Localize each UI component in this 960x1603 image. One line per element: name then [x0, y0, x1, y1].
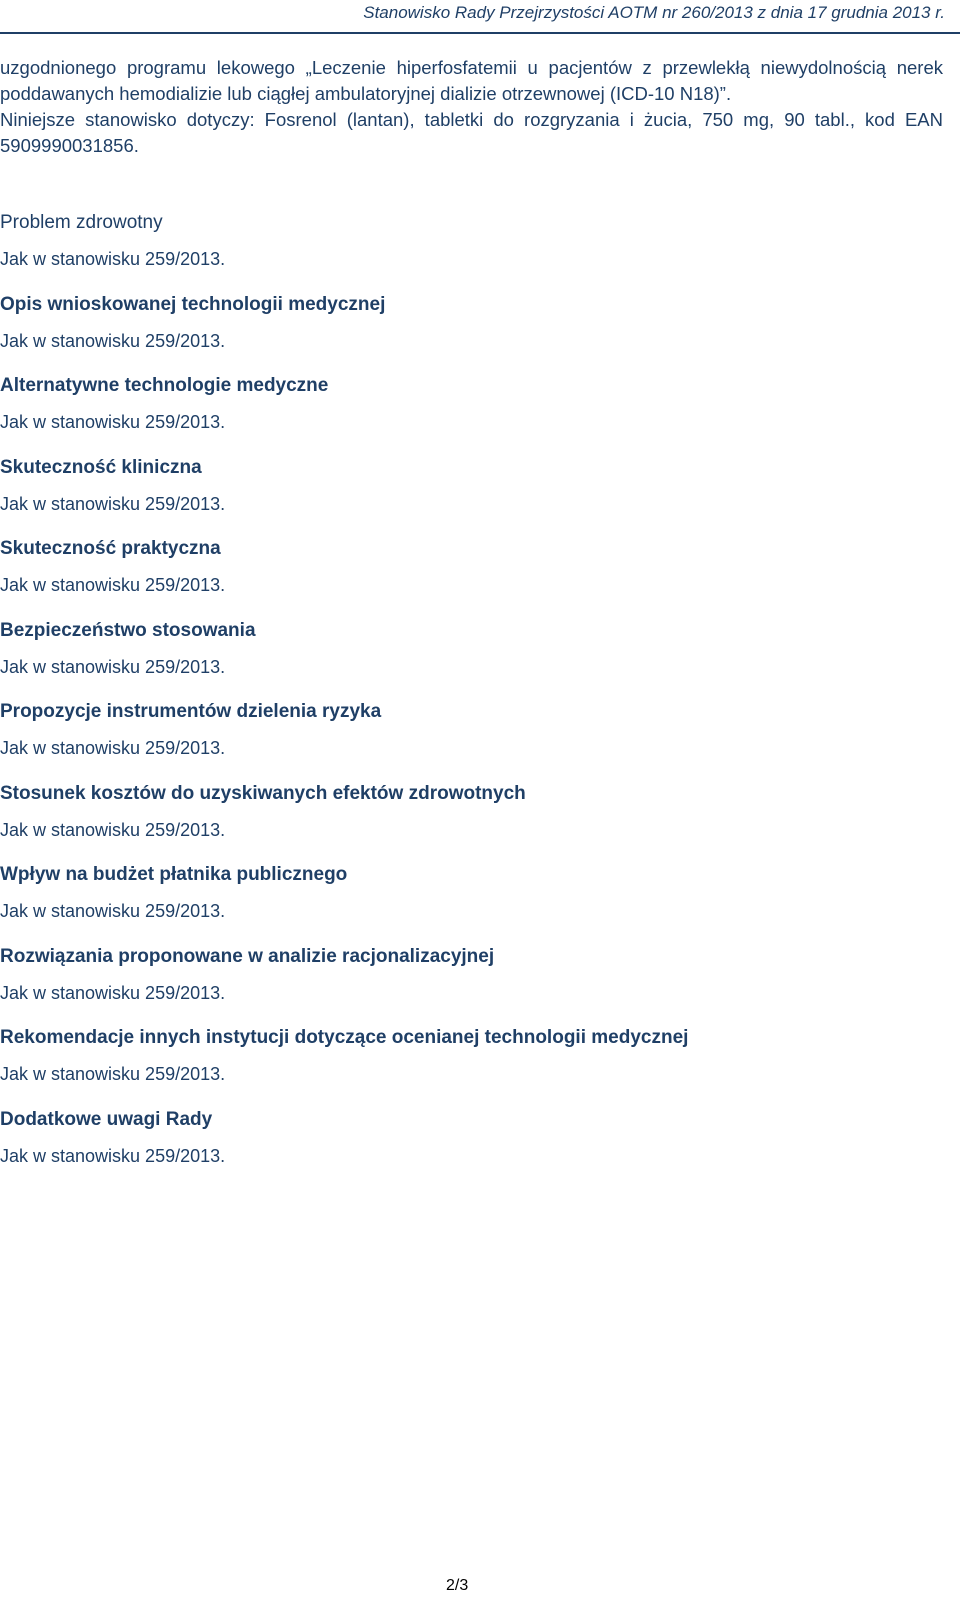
section-title: Wpływ na budżet płatnika publicznego — [0, 864, 348, 885]
section-title: Problem zdrowotny — [0, 212, 163, 233]
page-number: 2/3 — [446, 1577, 469, 1594]
section-koszty-efekty — [0, 779, 943, 861]
section-bezpieczenstwo — [0, 616, 943, 698]
section-body: Jak w stanowisku 259/2013. — [0, 493, 226, 514]
section-body: Jak w stanowisku 259/2013. — [0, 901, 226, 921]
section-problem-zdrowotny — [0, 208, 943, 290]
section-body: Jak w stanowisku 259/2013. — [0, 1145, 226, 1166]
section-body: Jak w stanowisku 259/2013. — [0, 982, 226, 1003]
section-body: Jak w stanowisku 259/2013. — [0, 738, 226, 758]
running-header: Stanowisko Rady Przejrzystości AOTM nr 260/2013 z dnia 17 grudnia 2013 r. — [363, 3, 945, 22]
section-title: Opis wnioskowanej technologii medycznej — [0, 293, 386, 315]
header-divider — [0, 32, 960, 34]
section-alternatywne-technologie — [0, 371, 943, 453]
sections-list — [0, 208, 943, 1186]
section-body: Jak w stanowisku 259/2013. — [0, 412, 226, 432]
section-title: Alternatywne technologie medyczne — [0, 375, 329, 396]
section-title: Dodatkowe uwagi Rady — [0, 1108, 213, 1130]
section-title: Propozycje instrumentów dzielenia ryzyka — [0, 701, 382, 722]
section-body: Jak w stanowisku 259/2013. — [0, 656, 226, 677]
section-title: Rekomendacje innych instytucji dotyczące ocenianej technologii medycznej — [0, 1027, 689, 1048]
intro-paragraph-1: uzgodnionego programu lekowego „Leczenie hiperfosfatemii u pacjentów z przewlekłą niewydolnością nerek poddawanych hemodializie lub ciągłej ambulatoryjnej dializie otrzewnowej (ICD-10 N18)”. — [0, 57, 943, 104]
intro-block — [0, 55, 943, 159]
section-skutecznosc-kliniczna — [0, 453, 943, 535]
section-title: Skuteczność kliniczna — [0, 456, 202, 478]
section-body: Jak w stanowisku 259/2013. — [0, 1064, 226, 1084]
section-title: Bezpieczeństwo stosowania — [0, 619, 256, 641]
section-wplyw-na-budzet — [0, 860, 943, 942]
section-body: Jak w stanowisku 259/2013. — [0, 330, 226, 351]
section-analiza-racjonalizacyjna — [0, 942, 943, 1024]
section-title: Stosunek kosztów do uzyskiwanych efektów zdrowotnych — [0, 782, 526, 804]
section-rekomendacje-instytucji — [0, 1023, 943, 1105]
section-body: Jak w stanowisku 259/2013. — [0, 575, 226, 595]
section-title: Skuteczność praktyczna — [0, 538, 221, 559]
section-body: Jak w stanowisku 259/2013. — [0, 249, 226, 269]
section-title: Rozwiązania proponowane w analizie racjonalizacyjnej — [0, 945, 495, 967]
intro-paragraph-2: Niniejsze stanowisko dotyczy: Fosrenol (lantan), tabletki do rozgryzania i żucia, 750 mg, 90 tabl., kod EAN 5909990031856. — [0, 109, 943, 156]
section-uwagi-rady — [0, 1105, 943, 1187]
section-body: Jak w stanowisku 259/2013. — [0, 819, 226, 840]
section-skutecznosc-praktyczna — [0, 534, 943, 616]
section-opis-technologii — [0, 290, 943, 372]
section-instrumenty-ryzyka — [0, 697, 943, 779]
